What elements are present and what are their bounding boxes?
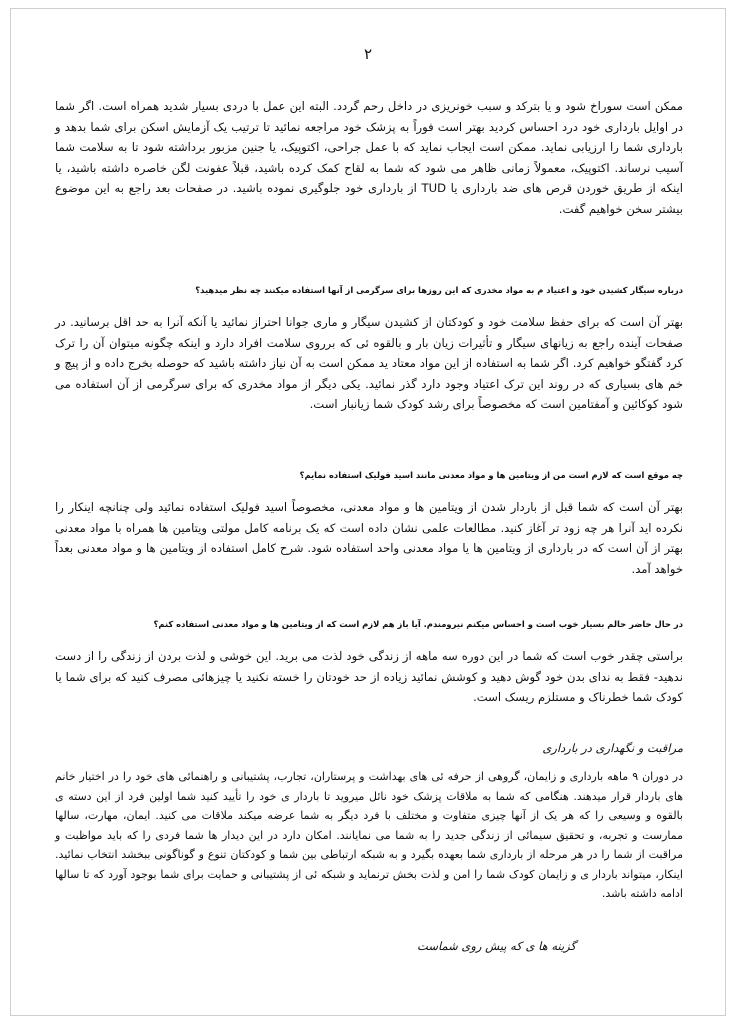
paragraph-smoking: بهتر آن است که برای حفظ سلامت خود و کودکتان از کشیدن سیگار و ماری جوانا احتراز نمائید یا آنکه آنرا به حد اقل برسانید. در صفحات آینده راجع به زیانهای سیگار و تأثیرات زیان بار و بالقوه ئی که برروی سلامت افراد دارد و اینکه چگونه میتوان آن را ترک کرد گفتگو خواهیم کرد. اگر شما به استفاده از این مواد معتاد ید ممکن است به آن نیاز داشته باشید که حوصله بخرج داده و از پیچ و خم های بسیاری که در روند این ترک اعتیاد وجود دارد گذر نمائید. یکی دیگر از مواد مخدری که برای سرگرمی از آن استفاده می شود کوکائین و آمفتامین است که مخصوصاً برای رشد کودک شما زیانبار است. [55,315,683,411]
paragraph-care: در دوران ۹ ماهه بارداری و زایمان، گروهی از حرفه ئی های بهداشت و پرستاران، تجارب، پشتیبانی و راهنمائی های خود را در اختیار خانم های باردار قرار میدهند. هنگامی که شما به ملاقات پزشک خود نائل میروید تا باردار ی خود را تأیید کنید شما اولین فرد از این دسته ی بالقوه و وسیعی را که هر یک از آنها چیزی متفاوت و مختلف با فرد دیگر به شما عرضه میکند ملاقات می کنید. ایمان، مهارت، سالها ممارست و تجربه، و تحقیق سیمائی از زندگی جدید را به شما می نمایانند. امکان دارد در این دیدار ها شما فردی را که باید مواظبت و مراقبت از شما را در هر مرحله از بارداری شما بعهده بگیرد و به شبکه ارتباطی بین شما و کودکتان تنوع و گوناگونی ببخشد انتخاب نمائید. اینکار، میتواند باردار ی و زایمان کودک شما را امن و لذت بخش ترنماید و شبکه ئی از پشتیبانی و حمایت برای شما بوجود آورد که تا سالها ادامه داشته باشد. [55,770,683,900]
page-number: ۲ [363,45,373,63]
paragraph-vitamins: بهتر آن است که شما قبل از باردار شدن از ویتامین ها و مواد معدنی، مخصوصاً اسید فولیک استفاده نمائید ولی چنانچه اینکار را نکرده اید آنرا هر چه زود تر آغاز کنید. مطالعات علمی نشان داده است که یک برنامه کامل مولتی ویتامین ها همراه با مواد معدنی بهتر از آن است که در بارداری از ویتامین ها یا مواد معدنی واحد استفاده شود. شرح کامل استفاده از ویتامین ها و مواد معدنی بعداً خواهد آمد. [55,500,683,576]
signature-text: گزینه ها ی که پیش روی شماست [417,939,576,953]
question-feeling-well: در حال حاضر حالم بسیار خوب است و احساس میکنم نیرومندم. آیا باز هم لازم است که از ویتامین ها و مواد معدنی استفاده کنم؟ [153,619,683,629]
question-smoking: درباره سیگار کشیدن خود و اعتیاد م به مواد مخدری که این روزها برای سرگرمی از آنها استفاده میکنند چه نظر میدهید؟ [195,285,683,295]
paragraph-ectopic: ممکن است سوراخ شود و یا بترکد و سبب خونریزی در داخل رحم گردد. البته این عمل با دردی بسیار شدید همراه است. اگر شما در اوایل بارداری خود درد احساس کردید بهتر است فوراً به پزشک خود مراجعه نمائید تا ترتیب یک آزمایش اسکن برای شما بدهد و بارداری شما را ارزیابی نماید. ممکن است ایجاب نماید که با عمل جراحی، اکتوپیک، یا جنین مزبور برداشته شود تا به سلامت شما آسیب نرساند. اکتوپیک، معمولاً زمانی ظاهر می شود که شما به لقاح کمک کرده باشید، قبلاً عفونت لگن خاصره داشته باشید، یا اینکه از طریق خوردن قرص های ضد بارداری یا TUD از بارداری خود جلوگیری نموده باشید. در صفحات بعد راجع به این موضوع بیشتر سخن خواهیم گفت. [55,99,683,216]
paragraph-feeling-well: براستی چقدر خوب است که شما در این دوره سه ماهه از زندگی خود لذت می برید. این خوشی و لذت بردن از زندگی را از دست ندهید- فقط به ندای بدن خود گوش دهید و کوشش نمائید زیاده از حد خودتان را خسته نکنید یا چیزهائی مصرف کنید که برای شما یا کودک شما خطرناک و مستلزم ریسک است. [55,649,683,704]
section-heading-care: مراقبت و نگهداری در بارداری [542,741,683,755]
question-vitamins: چه موقع است که لازم است من از ویتامین ها و مواد معدنی مانند اسید فولیک استفاده نمایم؟ [299,470,683,480]
